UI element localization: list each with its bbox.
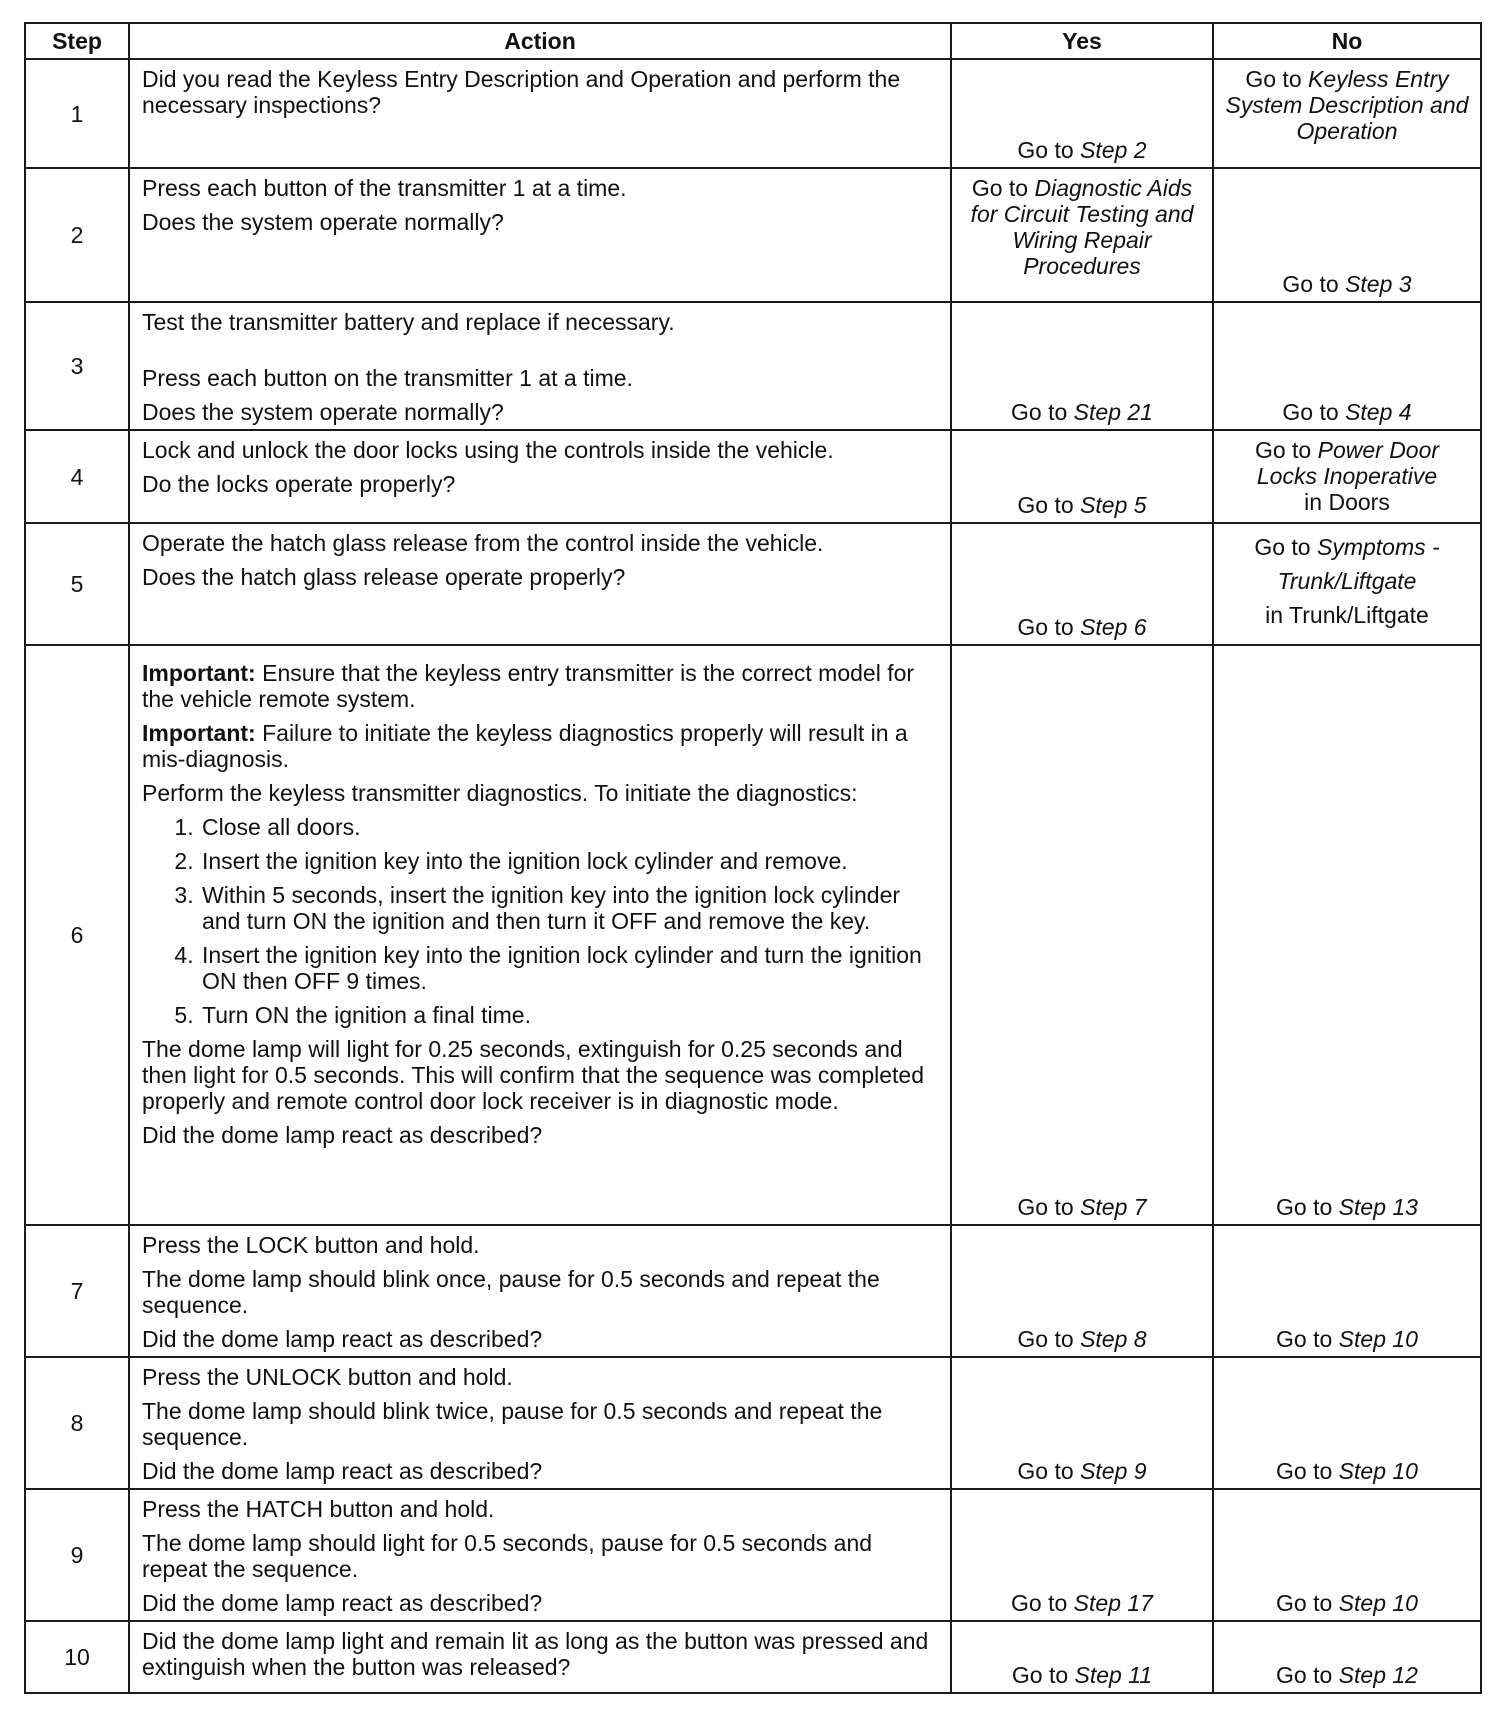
yes-cell [951,1357,1213,1489]
action-question: Did the dome lamp react as described? [142,1590,543,1616]
action-text: Lock and unlock the door locks using the controls inside the vehicle. [142,437,834,463]
action-text: Press the LOCK button and hold. [142,1232,480,1258]
step-number: 1 [25,59,129,168]
yes-cell [951,523,1213,645]
action-question: Does the system operate normally? [142,209,504,235]
table-row [25,645,1481,1225]
header-step: Step [25,23,129,59]
no-link[interactable]: Step 3 [1345,271,1412,297]
yes-link[interactable]: Step 6 [1080,614,1147,640]
go-to-label: Go to [1254,534,1311,560]
action-question: Did the dome lamp light and remain lit as long as the button was pressed and extinguish when the button was released? [142,1628,929,1680]
no-cell [1213,430,1481,523]
yes-link[interactable]: Step 8 [1080,1326,1147,1352]
go-to-label: Go to [1254,437,1312,463]
yes-link[interactable]: Step 2 [1080,137,1147,163]
no-link[interactable]: Step 10 [1338,1326,1418,1352]
no-cell [1213,645,1481,1225]
list-item: 5. Turn ON the ignition a final time. [200,1002,940,1028]
yes-cell [951,645,1213,1225]
no-link[interactable]: Keyless Entry System Description and Operation [1225,66,1469,144]
action-text: The dome lamp will light for 0.25 seconds, extinguish for 0.25 seconds and then light for 0.5 seconds. This will confirm that the sequence was completed properly and remote control door lock receiver is in diagnostic mode. [142,1036,924,1114]
go-to-label: Go to [1017,1326,1074,1352]
yes-cell [951,59,1213,168]
no-cell [1213,1357,1481,1489]
action-text: Press the UNLOCK button and hold. [142,1364,513,1390]
action-cell [129,1357,951,1489]
yes-link[interactable]: Diagnostic Aids for Circuit Testing and Wiring Repair Procedures [970,175,1194,279]
no-cell [1213,1621,1481,1693]
no-cell [1213,168,1481,302]
no-link-suffix: Trunk/Liftgate [1289,602,1429,628]
step-number: 6 [25,645,129,1225]
action-text: The dome lamp should light for 0.5 seconds, pause for 0.5 seconds and repeat the sequence. [142,1530,873,1582]
header-action: Action [129,23,951,59]
action-question: Did the dome lamp react as described? [142,1326,543,1352]
table-row [25,430,1481,523]
no-link[interactable]: Step 12 [1338,1662,1418,1688]
go-to-label: Go to [1011,1590,1068,1616]
step-number: 5 [25,523,129,645]
step-number: 2 [25,168,129,302]
no-link[interactable]: Step 10 [1338,1458,1418,1484]
go-to-label: Go to [1245,66,1302,92]
yes-cell [951,430,1213,523]
no-link[interactable]: Power Door Locks Inoperative [1256,437,1440,489]
table-row [25,59,1481,168]
action-cell [129,430,951,523]
action-question: Does the hatch glass release operate properly? [142,564,626,590]
important-text: Failure to initiate the keyless diagnostics properly will result in a mis-diagnosis. [142,720,908,772]
action-cell [129,168,951,302]
important-label: Important: [142,720,256,746]
important-note [142,660,940,712]
table-row [25,1357,1481,1489]
go-to-label: Go to [1276,1590,1333,1616]
yes-link[interactable]: Step 5 [1080,492,1147,518]
go-to-label: Go to [1276,1326,1333,1352]
action-cell [129,59,951,168]
no-link-suffix: Doors [1328,489,1390,515]
yes-cell [951,1489,1213,1621]
go-to-label: Go to [1276,1458,1333,1484]
table-row [25,1225,1481,1357]
no-link[interactable]: Step 13 [1338,1194,1418,1220]
step-number: 9 [25,1489,129,1621]
go-to-label: Go to [1276,1662,1333,1688]
yes-cell [951,168,1213,302]
action-text: Did you read the Keyless Entry Description and Operation and perform the necessary inspections? [142,66,901,118]
action-text: Operate the hatch glass release from the control inside the vehicle. [142,530,824,556]
yes-cell [951,1621,1213,1693]
table-row [25,302,1481,430]
diagnostic-table [24,22,1482,1694]
step-number: 10 [25,1621,129,1693]
action-cell [129,1621,951,1693]
no-link[interactable]: Symptoms - Trunk/Liftgate [1277,534,1440,594]
no-cell [1213,59,1481,168]
important-text: Ensure that the keyless entry transmitter is the correct model for the vehicle remote system. [142,660,915,712]
header-no: No [1213,23,1481,59]
action-question: Does the system operate normally? [142,399,504,425]
important-note [142,720,940,772]
yes-link[interactable]: Step 11 [1074,1662,1153,1688]
action-text: Perform the keyless transmitter diagnostics. To initiate the diagnostics: [142,780,858,806]
step-number: 3 [25,302,129,430]
go-to-label: Go to [1282,399,1339,425]
in-label: in [1265,602,1284,628]
yes-cell [951,302,1213,430]
step-number: 4 [25,430,129,523]
go-to-label: Go to [1011,399,1068,425]
header-row [25,23,1481,59]
procedure-list [142,814,940,1028]
no-link[interactable]: Step 4 [1345,399,1412,425]
go-to-label: Go to [1017,1458,1074,1484]
go-to-label: Go to [1282,271,1339,297]
go-to-label: Go to [1017,614,1074,640]
go-to-label: Go to [1017,492,1074,518]
action-cell [129,302,951,430]
action-text: Press each button of the transmitter 1 at a time. [142,175,627,201]
list-item: 1. Close all doors. [200,814,940,840]
table-row [25,1621,1481,1693]
yes-cell [951,1225,1213,1357]
go-to-label: Go to [1276,1194,1333,1220]
yes-link[interactable]: Step 9 [1080,1458,1147,1484]
action-question: Did the dome lamp react as described? [142,1122,543,1148]
no-link[interactable]: Step 10 [1338,1590,1418,1616]
action-text: The dome lamp should blink twice, pause for 0.5 seconds and repeat the sequence. [142,1398,883,1450]
action-text: The dome lamp should blink once, pause for 0.5 seconds and repeat the sequence. [142,1266,880,1318]
list-item: 2. Insert the ignition key into the ignition lock cylinder and remove. [200,848,940,874]
table-row [25,168,1481,302]
go-to-label: Go to [971,175,1029,201]
go-to-label: Go to [1017,137,1074,163]
go-to-label: Go to [1011,1662,1069,1688]
action-cell [129,1225,951,1357]
yes-link[interactable]: Step 17 [1073,1590,1153,1616]
action-cell [129,645,951,1225]
action-text: Press each button on the transmitter 1 at a time. [142,365,633,391]
action-text: Press the HATCH button and hold. [142,1496,495,1522]
list-item: 4. Insert the ignition key into the ignition lock cylinder and turn the ignition ON then OFF 9 times. [200,942,940,994]
step-number: 8 [25,1357,129,1489]
important-label: Important: [142,660,256,686]
action-question: Do the locks operate properly? [142,471,456,497]
yes-link[interactable]: Step 21 [1073,399,1153,425]
no-cell [1213,1225,1481,1357]
action-text: Test the transmitter battery and replace if necessary. [142,309,675,335]
no-cell [1213,1489,1481,1621]
yes-link[interactable]: Step 7 [1080,1194,1147,1220]
action-cell [129,523,951,645]
table-row [25,523,1481,645]
step-number: 7 [25,1225,129,1357]
no-cell [1213,523,1481,645]
in-label: in [1304,489,1323,515]
header-yes: Yes [951,23,1213,59]
table-row [25,1489,1481,1621]
no-cell [1213,302,1481,430]
list-item: 3. Within 5 seconds, insert the ignition key into the ignition lock cylinder and turn ON the ignition and then turn it OFF and remove the key. [200,882,940,934]
action-question: Did the dome lamp react as described? [142,1458,543,1484]
action-cell [129,1489,951,1621]
go-to-label: Go to [1017,1194,1074,1220]
